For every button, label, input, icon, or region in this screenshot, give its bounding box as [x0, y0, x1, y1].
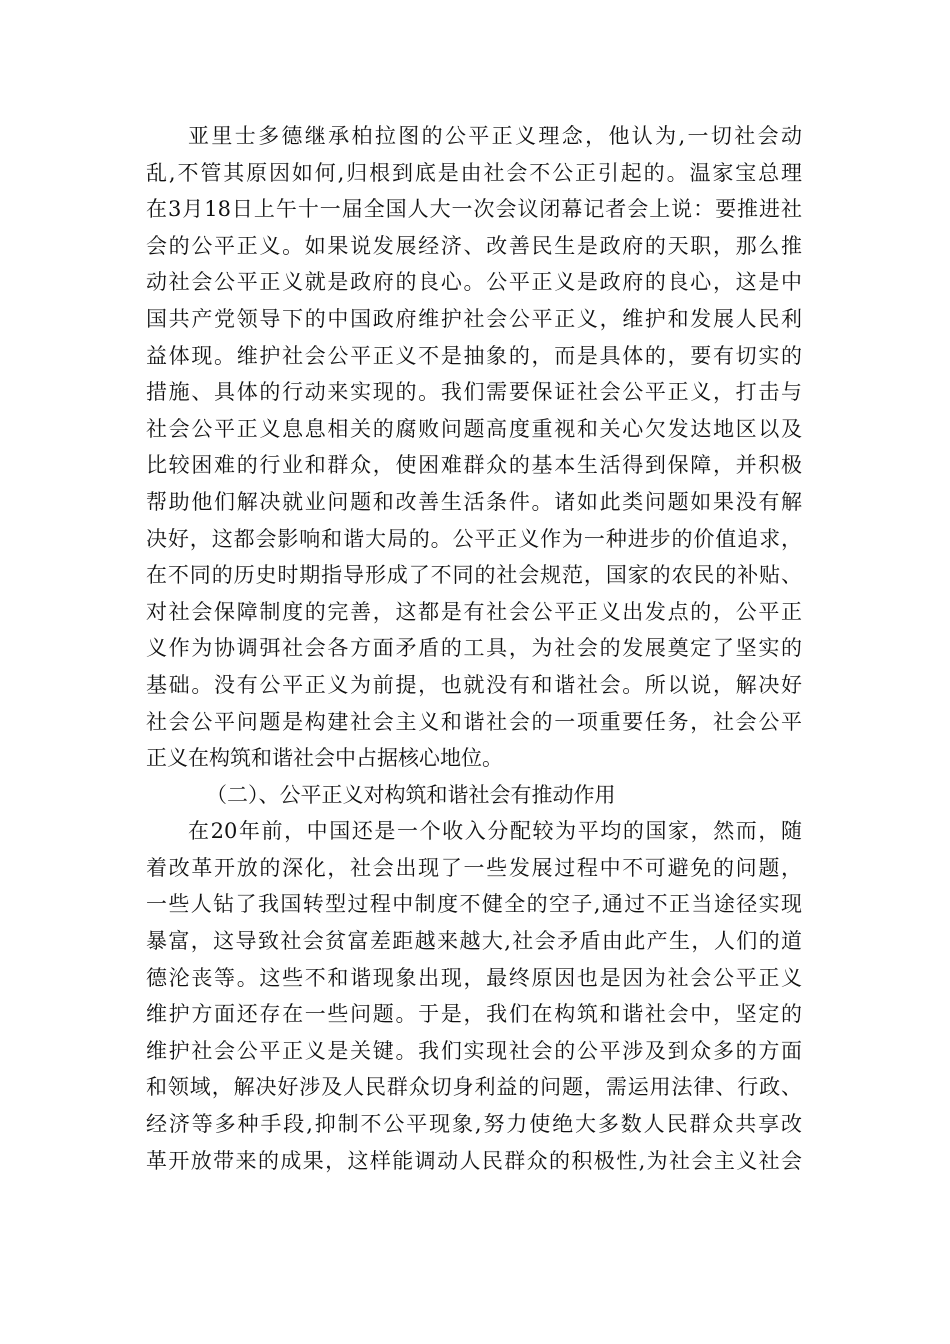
text-line: 着改革开放的深化，社会出现了一些发展过程中不可避免的问题，	[146, 855, 802, 880]
text-line: 国共产党领导下的中国政府维护社会公平正义，维护和发展人民利	[146, 306, 802, 331]
text-line: 决好，这都会影响和谐大局的。公平正义作为一种进步的价值追求，	[146, 526, 802, 551]
text-line: 维护方面还存在一些问题。于是，我们在构筑和谐社会中，坚定的	[146, 1002, 802, 1027]
text-line: 在不同的历史时期指导形成了不同的社会规范，国家的农民的补贴、	[146, 563, 802, 588]
text-line: 乱,不管其原因如何,归根到底是由社会不公正引起的。温家宝总理	[146, 160, 802, 185]
text-line: 在20年前，中国还是一个收入分配较为平均的国家，然而，随	[188, 819, 802, 844]
paragraph-1	[146, 118, 802, 777]
text-line: 社会公平正义息息相关的腐败问题高度重视和关心欠发达地区以及	[146, 416, 802, 441]
text-line: 比较困难的行业和群众，使困难群众的基本生活得到保障，并积极	[146, 453, 802, 478]
text-line: 一些人钻了我国转型过程中制度不健全的空子,通过不正当途径实现	[146, 892, 802, 917]
text-line: 益体现。维护社会公平正义不是抽象的，而是具体的，要有切实的	[146, 343, 802, 368]
document-body	[146, 118, 802, 1179]
text-line: 措施、具体的行动来实现的。我们需要保证社会公平正义，打击与	[146, 380, 802, 405]
text-line: 正义在构筑和谐社会中占据核心地位。	[146, 746, 503, 771]
text-line: 在3月18日上午十一届全国人大一次会议闭幕记者会上说：要推进社	[146, 197, 802, 222]
text-line: 革开放带来的成果，这样能调动人民群众的积极性,为社会主义社会	[146, 1148, 802, 1173]
text-line: 帮助他们解决就业问题和改善生活条件。诸如此类问题如果没有解	[146, 489, 802, 514]
text-line: 义作为协调弭社会各方面矛盾的工具，为社会的发展奠定了坚实的	[146, 636, 802, 661]
text-line: 亚里士多德继承柏拉图的公平正义理念，他认为,一切社会动	[188, 124, 802, 148]
text-line: 对社会保障制度的完善，这都是有社会公平正义出发点的，公平正	[146, 599, 802, 624]
text-line: 暴富，这导致社会贫富差距越来越大,社会矛盾由此产生，人们的道	[146, 929, 802, 954]
text-line: 会的公平正义。如果说发展经济、改善民生是政府的天职，那么推	[146, 233, 802, 258]
text-line: 基础。没有公平正义为前提，也就没有和谐社会。所以说，解决好	[146, 672, 802, 697]
text-line: 德沦丧等。这些不和谐现象出现，最终原因也是因为社会公平正义	[146, 965, 802, 990]
text-line: 维护社会公平正义是关键。我们实现社会的公平涉及到众多的方面	[146, 1038, 802, 1063]
paragraph-2	[146, 813, 802, 1179]
text-line: 和领域，解决好涉及人民群众切身利益的问题，需运用法律、行政、	[146, 1075, 802, 1100]
text-line: 动社会公平正义就是政府的良心。公平正义是政府的良心，这是中	[146, 270, 802, 295]
text-line: 经济等多种手段,抑制不公平现象,努力使绝大多数人民群众共享改	[146, 1112, 802, 1137]
section-heading: （二）、公平正义对构筑和谐社会有推动作用	[206, 782, 616, 807]
text-line: 社会公平问题是构建社会主义和谐社会的一项重要任务，社会公平	[146, 709, 802, 734]
